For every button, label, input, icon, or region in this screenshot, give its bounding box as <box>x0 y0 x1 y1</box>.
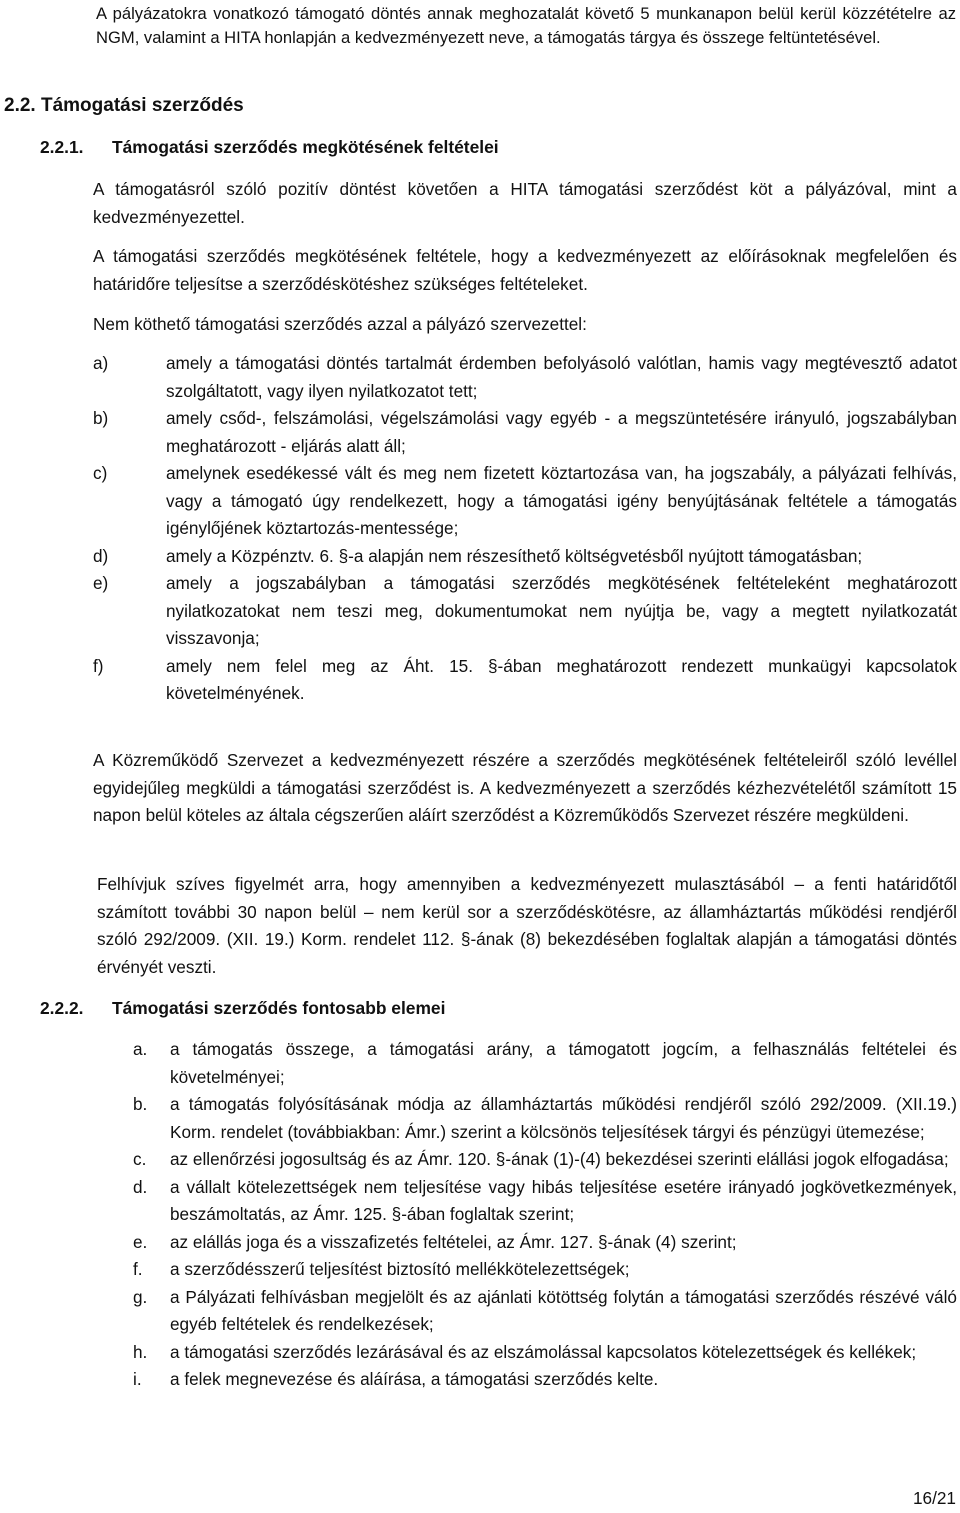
list-item <box>93 1366 957 1394</box>
list-item-text: a támogatás összege, a támogatási arány, a támogatott jogcím, a felhasználás feltételei és követelményei; <box>170 1039 957 1087</box>
list-item-label: d. <box>133 1176 148 1197</box>
list-item <box>93 653 957 708</box>
list-item <box>93 1146 957 1174</box>
section-number: 2.2.1. <box>40 137 84 157</box>
list-item <box>93 460 957 543</box>
section-number: 2.2. <box>4 95 36 116</box>
list-item-text: az ellenőrzési jogosultság és az Ámr. 120. §-ának (1)-(4) bekezdései szerinti elállási jogok elfogadása; <box>170 1149 949 1169</box>
section-2-2-heading <box>4 93 244 119</box>
list-item-label: f) <box>93 655 104 676</box>
paragraph-decision: A támogatásról szóló pozitív döntést követően a HITA támogatási szerződést köt a pályázóval, mint a kedvezményezettel. <box>93 179 957 227</box>
list-item-label: g. <box>133 1286 148 1307</box>
paragraph-exclusions-intro: Nem köthető támogatási szerződés azzal a pályázó szervezettel: <box>93 314 587 334</box>
list-item-label: h. <box>133 1341 148 1362</box>
list-item-label: i. <box>133 1369 142 1389</box>
list-item <box>93 1174 957 1229</box>
section-title: Támogatási szerződés megkötésének feltételei <box>112 137 499 157</box>
list-item-label: c) <box>93 463 108 483</box>
list-item <box>93 543 957 571</box>
exclusion-list <box>93 350 957 708</box>
page-number: 16/21 <box>912 1488 956 1508</box>
list-item <box>93 405 957 460</box>
list-item <box>93 570 957 653</box>
list-item-label: f. <box>133 1259 143 1279</box>
section-title: Támogatási szerződés <box>40 95 244 116</box>
paragraph-notice: Felhívjuk szíves figyelmét arra, hogy amennyiben a kedvezményezett mulasztásából – a fenti határidőtől számított további 30 napon belül – nem kerül sor a szerződéskötésre, az államháztartás működési rendjéről szóló 292/2009. (XII. 19.) Korm. rendelet 112. §-ának (8) bekezdésében foglaltak alapján a támogatási döntés érvényét veszti. <box>97 874 957 977</box>
intro-paragraph: A pályázatokra vonatkozó támogató döntés annak meghozatalát követő 5 munkanapon belül kerül közzétételre az NGM, valamint a HITA honlapján a kedvezményezett neve, a támogatás tárgya és összege feltüntetésével. <box>96 4 956 47</box>
paragraph-condition: A támogatási szerződés megkötésének feltétele, hogy a kedvezményezett az előírásoknak megfelelően és határidőre teljesítse a szerződéskötéshez szükséges feltételeket. <box>93 246 957 294</box>
list-item-text: amely a támogatási döntés tartalmát érdemben befolyásoló valótlan, hamis vagy megtévesztő adatot szolgáltatott, vagy ilyen nyilatkozatot tett; <box>166 353 957 401</box>
section-2-2-2-heading <box>40 995 445 1021</box>
list-item-label: b. <box>133 1094 148 1114</box>
list-item <box>93 1339 957 1367</box>
list-item-text: a támogatás folyósításának módja az államháztartás működési rendjéről szóló 292/2009. (XII.19.) Korm. rendelet (továbbiakban: Ámr.) szerint a kölcsönös teljesítések tárgyi és pénzügyi ütemezése; <box>170 1094 957 1142</box>
list-item-text: a támogatási szerződés lezárásával és az elszámolással kapcsolatos kötelezettségek és kellékek; <box>170 1341 917 1362</box>
list-item-text: amely nem felel meg az Áht. 15. §-ában meghatározott rendezett munkaügyi kapcsolatok követelményének. <box>166 655 957 703</box>
list-item-text: a Pályázati felhívásban megjelölt és az ajánlati kötöttség folytán a támogatási szerződés részévé váló egyéb feltételek és rendelkezések; <box>170 1286 957 1334</box>
list-item-label: a. <box>133 1039 148 1059</box>
paragraph-contract-delivery: A Közreműködő Szervezet a kedvezményezett részére a szerződés megkötésének feltételeiről szóló levéllel egyidejűleg megküldi a támogatási szerződést is. A kedvezményezett a szerződés kézhezvételétől számított 15 napon belül köteles az általa cégszerűen aláírt szerződést a Közreműködős Szervezet részére megküldeni. <box>93 750 957 825</box>
list-item <box>93 1256 957 1284</box>
list-item <box>93 1091 957 1146</box>
list-item <box>93 350 957 405</box>
list-item-label: e) <box>93 573 109 593</box>
section-2-2-1-heading <box>40 134 499 160</box>
list-item-label: e. <box>133 1231 148 1252</box>
list-item <box>93 1284 957 1339</box>
list-item-text: az elállás joga és a visszafizetés feltételei, az Ámr. 127. §-ának (4) szerint; <box>170 1231 737 1252</box>
list-item-text: a felek megnevezése és aláírása, a támogatási szerződés kelte. <box>170 1369 659 1389</box>
list-item-label: d) <box>93 545 109 566</box>
list-item-text: amely a jogszabályban a támogatási szerződés megkötésének feltételeként meghatározott nyilatkozatokat nem teszi meg, dokumentumokat nem nyújtja be, vagy a megtett nyilatkozatát visszavonja; <box>166 573 957 648</box>
list-item-text: a vállalt kötelezettségek nem teljesítése vagy hibás teljesítése esetére irányadó jogkövetkezmények, beszámoltatás, az Ámr. 125. §-ában foglaltak szerint; <box>170 1176 957 1224</box>
list-item-text: a szerződésszerű teljesítést biztosító mellékkötelezettségek; <box>170 1259 630 1279</box>
list-item-text: amely a Közpénztv. 6. §-a alapján nem részesíthető költségvetésből nyújtott támogatásban; <box>166 545 863 566</box>
list-item-text: amely csőd-, felszámolási, végelszámolási vagy egyéb - a megszüntetésére irányuló, jogszabályban meghatározott - eljárás alatt áll; <box>166 408 957 456</box>
list-item <box>93 1229 957 1257</box>
section-title: Támogatási szerződés fontosabb elemei <box>112 998 446 1018</box>
section-number: 2.2.2. <box>40 998 84 1018</box>
list-item <box>93 1036 957 1091</box>
list-item-label: b) <box>93 408 109 428</box>
list-item-label: a) <box>93 353 109 373</box>
contract-elements-list <box>93 1036 957 1394</box>
list-item-text: amelynek esedékessé vált és meg nem fizetett köztartozása van, ha jogszabály, a pályázati felhívás, vagy a támogató úgy rendelkezett, hogy a támogatási igény benyújtásának feltétele a támogatás igénylőjének köztartozás-mentessége; <box>166 463 957 538</box>
list-item-label: c. <box>133 1149 147 1169</box>
